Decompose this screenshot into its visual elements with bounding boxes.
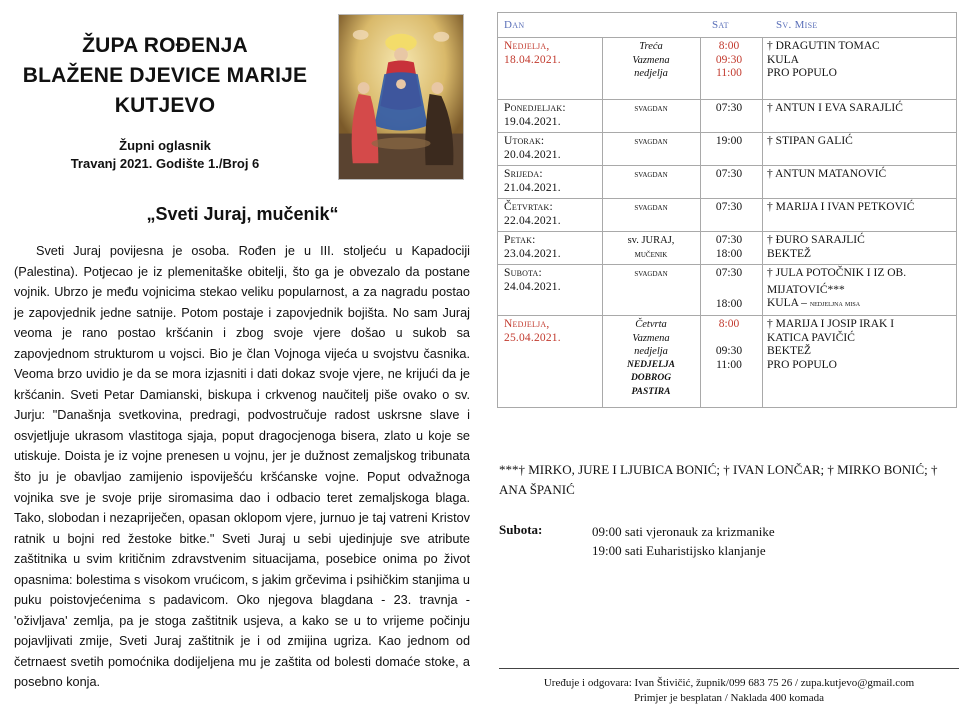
mass-time: 09:30 <box>715 53 743 66</box>
mass-intention: † MARIJA I IVAN PETKOVIĆ <box>767 201 915 213</box>
desc-line: nedjelja <box>634 68 668 79</box>
desc-cell <box>604 102 698 116</box>
mass-intention: † ANTUN MATANOVIĆ <box>767 168 887 180</box>
day-date: 18.04.2021. <box>504 53 561 66</box>
desc-line: svagdan <box>634 103 668 114</box>
bulletin-info <box>0 137 330 173</box>
day-name: Srijeda: <box>504 168 543 180</box>
day-name: Subota: <box>504 267 542 279</box>
header-time: Sat <box>712 19 729 31</box>
mass-intention: † DRAGUTIN TOMAC <box>767 40 880 52</box>
article-body: Sveti Juraj povijesna je osoba. Rođen je u III. stoljeću u Kapadociji (Palestina). Potjecao je iz plemenitaške obitelji, što ga je obvezalo da postane vojnik. Ubrzo je među vojnicima stekao veliku popularnost, a za nagradu postao je zapovjednik jedne satnije. Potom postaje i zapovjednik bojišta. No sam Juraj veoma je rano postao kršćanin i zbog svoje vjere došao u sukob sa zapovjednom strukturom u vojsci. Bio je član Vojnoga vijeća u svojstvu časnika. Veoma brzo uvidio je da se mora izjasniti i dati dokaz svoje vjere, ne krijući da je kršćanin. Sveti Petar Damianski, biskupa i crkvenog naučitelj piše ovako o sv. Jurju: "Današnja svetkovina, predragi, podvostručuje radost uskrsne slave i osvjetljuje ukrasom vlastitoga sjaja, poput dragocjenoga bisera, zlato u koje se utiskuje. Doista je iz vojne prenesen u vojnu, jer je dužnost zemaljskog tribunata što ju je obavljao zamijenio ispoviješću kršćanske vojne. Poput odvažnoga vojnika sve je svoje prije siromasima dao i odbacio teret zemaljskoga blaga. Tako, slobodan i nezapriječen, opasan oklopom vjere, jurnuo je taj vatreni Kristov ratnik u bojni red žestoke bitke." Sveti Juraj u sebi ujedinjuje sve atribute zaštitnika u svim kritičnim zdravstvenim situacijama, posebice onima po život opasnima: bolestima s visokom vrućicom, s jakim grčevima i psihičkim stanjima u puku poistovjećenima s padavicom. Oko njegova blagdana - 23. travnja - 'oživljava' zemlja, pa je stoga zaštitnik usjeva, a kako se u to vrijeme počinju pojavljivati zmije, Sveti Juraj zaštitnik je i od zmijina ugriza. Kao jednom od četrnaest svetih pomoćnika dodijeljena mu je zaštita od bolesti domaće stoke, a posebno konja. <box>14 244 470 690</box>
day-date: 21.04.2021. <box>504 181 561 194</box>
day-name: Nedjelja, <box>504 318 550 330</box>
parish-title-line1: ŽUPA ROĐENJA <box>82 34 248 57</box>
mass-intention: KULA <box>767 53 799 66</box>
table-row <box>498 132 956 165</box>
day-date: 25.04.2021. <box>504 331 561 344</box>
day-cell <box>504 267 604 294</box>
desc-cell <box>604 201 698 215</box>
day-date: 22.04.2021. <box>504 214 561 227</box>
spacer <box>701 332 757 346</box>
time-cell <box>701 318 757 372</box>
mass-note: nedjeljna misa <box>809 298 861 308</box>
day-cell <box>504 168 604 195</box>
desc-line: DOBROG <box>630 373 672 383</box>
desc-line: PASTIRA <box>631 386 671 397</box>
mass-time: 07:30 <box>715 234 743 246</box>
table-row <box>498 198 956 231</box>
desc-cell <box>604 318 698 399</box>
day-name: Nedjelja, <box>504 40 550 52</box>
day-date: 20.04.2021. <box>504 148 561 161</box>
table-row <box>498 37 956 99</box>
madonna-painting-image <box>338 14 464 180</box>
header-mass: Sv. Mise <box>776 19 818 31</box>
desc-line: svagdan <box>634 169 668 180</box>
mass-time: 07:30 <box>715 168 743 180</box>
time-cell <box>701 234 757 261</box>
day-date: 23.04.2021. <box>504 247 561 260</box>
bulletin-name: Župni oglasnik <box>119 138 211 153</box>
parish-title-line2: BLAŽENE DJEVICE MARIJE <box>22 64 308 87</box>
mass-intention <box>767 297 957 311</box>
mass-cell <box>767 135 957 149</box>
mass-intention: † ANTUN I EVA SARAJLIĆ <box>767 102 903 114</box>
table-row <box>498 315 956 407</box>
bulletin-issue: Travanj 2021. Godište 1./Broj 6 <box>70 156 260 171</box>
day-name: Utorak: <box>504 135 545 147</box>
day-name: Četvrtak: <box>504 201 553 213</box>
day-cell <box>504 135 604 162</box>
mass-intention: † ĐURO SARAJLIĆ <box>767 234 865 246</box>
time-cell <box>701 168 757 182</box>
saturday-label: Subota: <box>499 522 543 537</box>
parish-title-line3: KUTJEVO <box>114 94 216 117</box>
desc-line: Vazmena <box>632 332 670 344</box>
desc-line: svagdan <box>634 268 668 279</box>
mass-schedule-table <box>497 12 957 408</box>
mass-time: 18:00 <box>715 247 743 260</box>
table-row <box>498 99 956 132</box>
footer-print-info: Primjer je besplatan / Naklada 400 komada <box>634 692 824 704</box>
table-row <box>498 165 956 198</box>
mass-intention: † STIPAN GALIĆ <box>767 135 853 147</box>
time-cell <box>701 135 757 149</box>
mass-cell <box>767 40 957 81</box>
day-name: Petak: <box>504 234 536 246</box>
time-cell <box>701 102 757 116</box>
desc-cell <box>604 168 698 182</box>
mass-intention: BEKTEŽ <box>767 345 812 357</box>
day-date: 19.04.2021. <box>504 115 561 128</box>
mass-time: 8:00 <box>718 40 740 52</box>
day-date: 24.04.2021. <box>504 280 561 293</box>
footer-divider <box>499 668 959 669</box>
header-day: Dan <box>504 19 525 31</box>
desc-cell <box>604 234 698 261</box>
parish-title <box>0 31 330 121</box>
desc-cell <box>604 267 698 281</box>
mass-time: 07:30 <box>715 267 743 279</box>
mass-time: 11:00 <box>716 358 742 371</box>
mass-intention: MIJATOVIĆ*** <box>767 283 845 296</box>
mass-cell <box>767 318 957 372</box>
day-name: Ponedjeljak: <box>504 102 566 114</box>
saturday-schedule <box>592 522 775 560</box>
desc-cell <box>604 40 698 81</box>
table-row <box>498 264 956 315</box>
mass-intention: KATICA PAVIČIĆ <box>767 331 855 344</box>
mass-cell <box>767 267 957 311</box>
day-cell <box>504 318 604 345</box>
mass-time: 8:00 <box>718 318 740 330</box>
day-cell <box>504 201 604 228</box>
desc-line: sv. JURAJ, <box>627 235 675 246</box>
mass-time: 11:00 <box>716 67 742 79</box>
desc-line: svagdan <box>634 136 668 147</box>
desc-line: mučenik <box>634 248 668 260</box>
mass-intention: PRO POPULO <box>767 67 837 79</box>
desc-line: svagdan <box>634 202 668 213</box>
desc-line: Četvrta <box>635 319 667 330</box>
desc-cell <box>604 135 698 149</box>
desc-line: NEDJELJA <box>626 359 676 370</box>
mass-cell <box>767 201 957 215</box>
article-title: „Sveti Juraj, mučenik“ <box>146 204 339 224</box>
desc-line: nedjelja <box>634 346 668 357</box>
mass-time: 07:30 <box>715 102 743 114</box>
mass-cell <box>767 234 957 261</box>
mass-time: 18:00 <box>715 297 743 310</box>
time-cell <box>701 201 757 215</box>
day-cell <box>504 102 604 129</box>
day-cell <box>504 234 604 261</box>
mass-time: 09:30 <box>715 345 743 357</box>
footer-editor: Uređuje i odgovara: Ivan Štivičić, župnik/099 683 75 26 / zupa.kutjevo@gmail.com <box>543 677 915 689</box>
mass-time: 07:30 <box>715 201 743 213</box>
desc-line: Vazmena <box>632 54 670 66</box>
spacer <box>701 281 757 298</box>
mass-intention: PRO POPULO <box>767 358 837 371</box>
mass-cell <box>767 102 957 116</box>
mass-location: KULA – <box>767 297 807 309</box>
desc-line: Treća <box>639 41 663 52</box>
day-cell <box>504 40 604 67</box>
table-row <box>498 231 956 264</box>
footer <box>499 676 959 706</box>
intentions-note: ***† MIRKO, JURE I LJUBICA BONIĆ; † IVAN LONČAR; † MIRKO BONIĆ; † ANA ŠPANIĆ <box>499 462 938 497</box>
mass-intention: BEKTEŽ <box>767 247 812 260</box>
mass-intention: † JULA POTOČNIK I IZ OB. <box>767 267 907 279</box>
mass-intention: † MARIJA I JOSIP IRAK I <box>767 318 895 330</box>
time-cell <box>701 267 757 311</box>
mass-cell <box>767 168 957 182</box>
time-cell <box>701 40 757 81</box>
saturday-line: 19:00 sati Euharistijsko klanjanje <box>592 543 766 558</box>
mass-time: 19:00 <box>715 135 743 147</box>
saturday-line: 09:00 sati vjeronauk za krizmanike <box>592 524 775 539</box>
